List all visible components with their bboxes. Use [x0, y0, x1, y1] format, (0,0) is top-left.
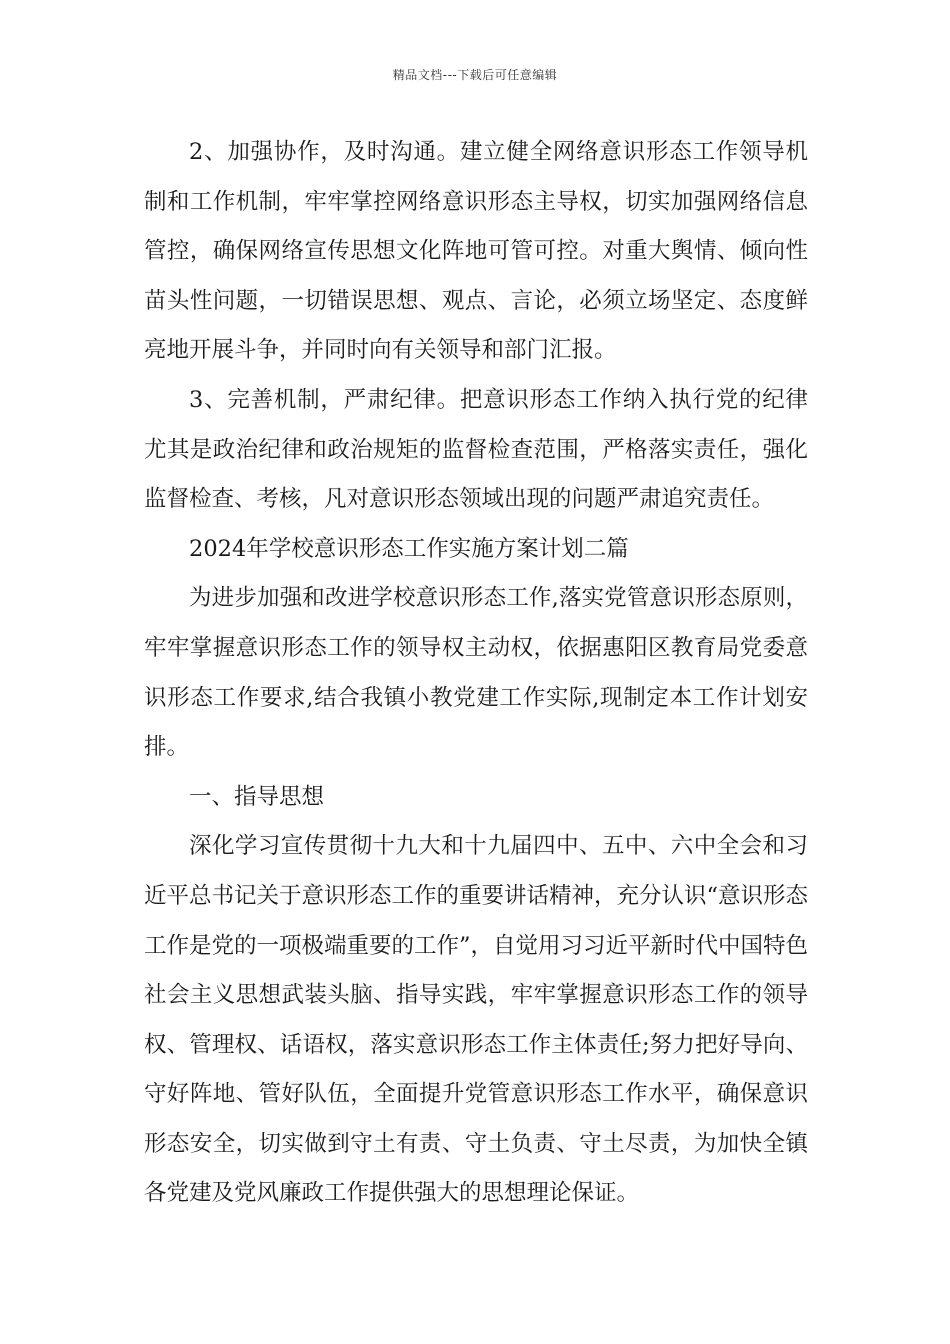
paragraph-intro: 为进步加强和改进学校意识形态工作,落实党管意识形态原则，牢牢掌握意识形态工作的领导权主动权，依据惠阳区教育局党委意识形态工作要求,结合我镇小教党建工作实际,现制定本工作计划安排。	[144, 585, 808, 761]
paragraph-guiding-ideology: 深化学习宣传贯彻十九大和十九届四中、五中、六中全会和习近平总书记关于意识形态工作的重要讲话精神，充分认识“意识形态工作是党的一项极端重要的工作”，自觉用习习近平新时代中国特色社会主义思想武装头脑、指导实践，牢牢掌握意识形态工作的领导权、管理权、话语权，落实意识形态工作主体责任;努力把好导向、守好阵地、管好队伍，全面提升党管意识形态工作水平，确保意识形态安全，切实做到守土有责、守土负责、守土尽责，为加快全镇各党建及党风廉政工作提供强大的思想理论保证。	[144, 833, 809, 1207]
document-body	[144, 128, 808, 1219]
paragraph-strengthen-cooperation: 2、加强协作，及时沟通。建立健全网络意识形态工作领导机制和工作机制，牢牢掌控网络意识形态主导权，切实加强网络信息管控，确保网络宣传思想文化阵地可管可控。对重大舆情、倾向性苗头性问题，一切错误思想、观点、言论，必须立场坚定、态度鲜亮地开展斗争，并同时向有关领导和部门汇报。	[144, 139, 808, 364]
heading-guiding-ideology: 一、指导思想	[189, 783, 325, 810]
paragraph-improve-mechanism: 3、完善机制，严肃纪律。把意识形态工作纳入执行党的纪律尤其是政治纪律和政治规矩的监督检查范围，严格落实责任，强化监督检查、考核，凡对意识形态领域出现的问题严肃追究责任。	[144, 386, 808, 513]
section-title: 2024年学校意识形态工作实施方案计划二篇	[189, 535, 629, 562]
page-header: 精品文档---下载后可任意编辑	[392, 68, 558, 82]
